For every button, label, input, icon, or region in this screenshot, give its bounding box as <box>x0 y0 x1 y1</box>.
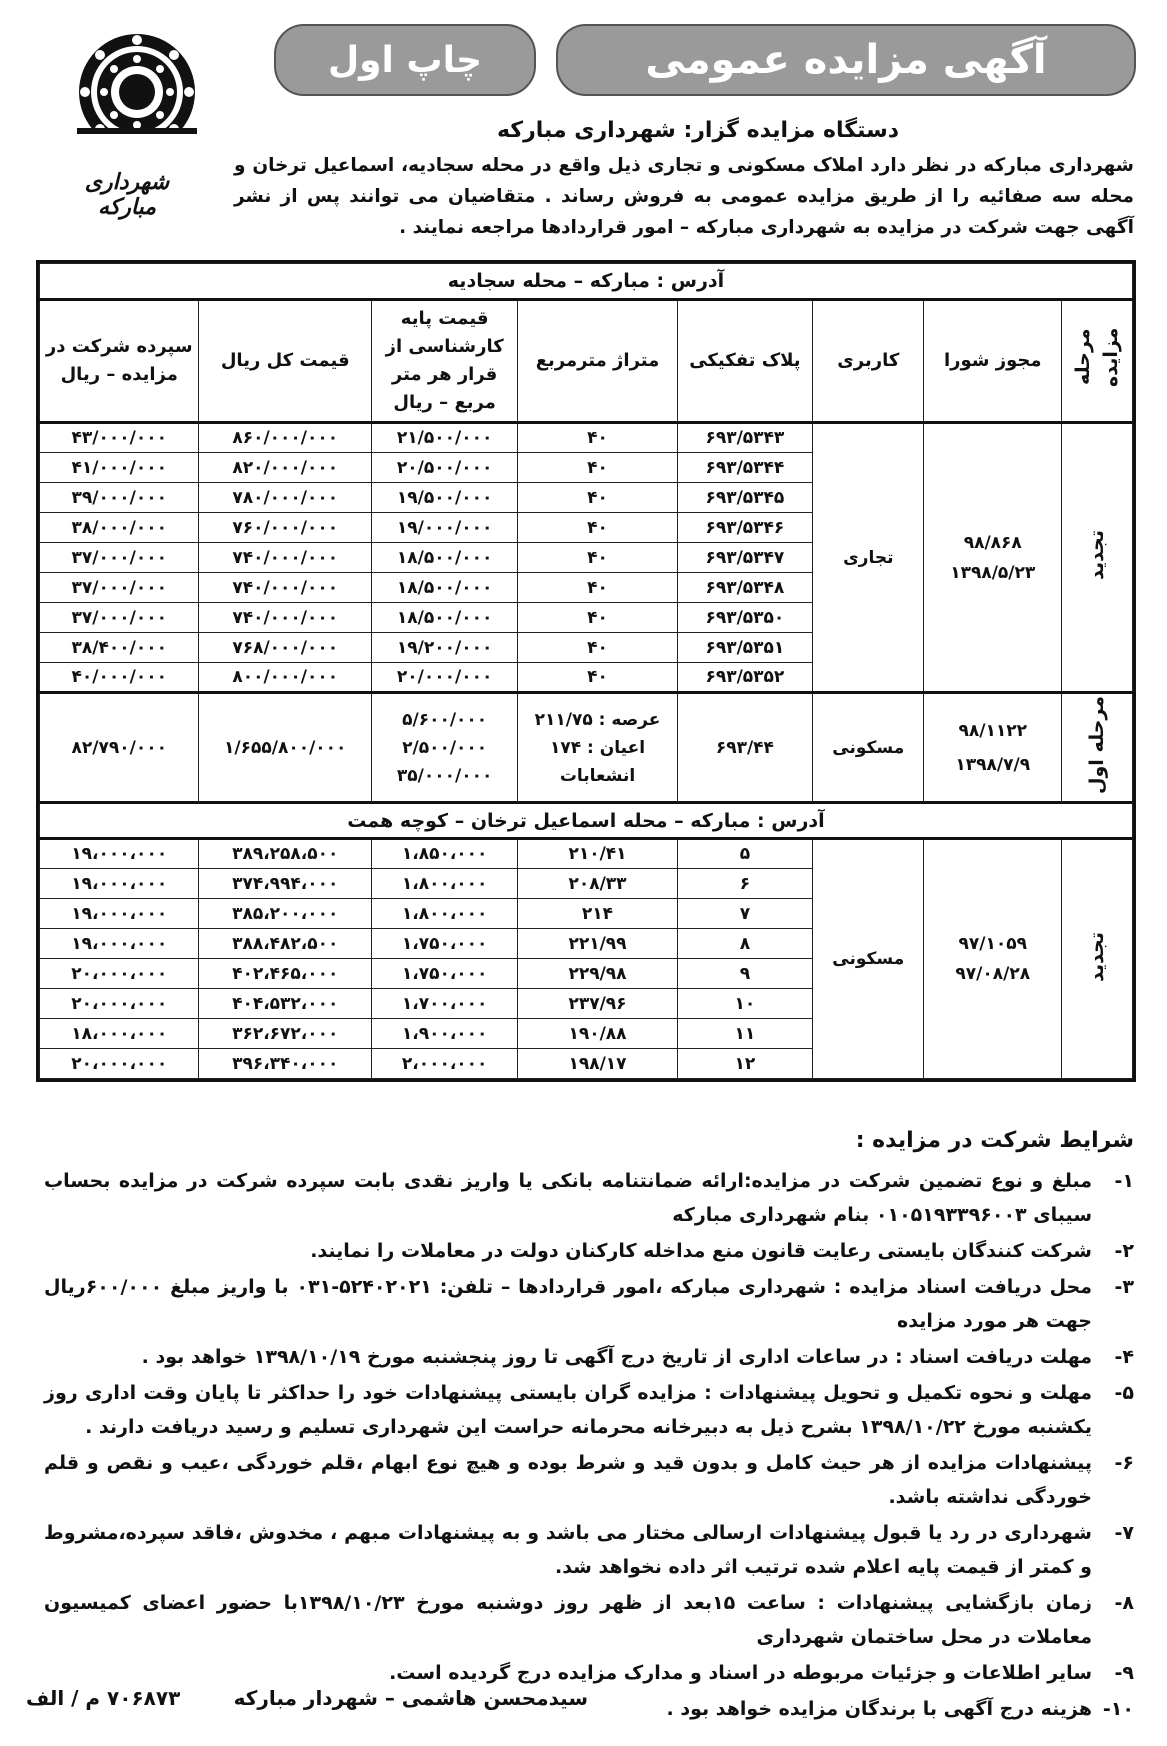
total-price-cell: ۷۴۰/۰۰۰/۰۰۰ <box>199 543 372 573</box>
area-cell: ۲۳۷/۹۶ <box>518 989 677 1019</box>
total-price-cell: ۷۴۰/۰۰۰/۰۰۰ <box>199 603 372 633</box>
permit-date: ۹۷/۰۸/۲۸ <box>955 964 1031 984</box>
base-line: ۲/۵۰۰/۰۰۰ <box>402 737 488 758</box>
condition-text: شرکت کنندگان بایستی رعایت قانون منع مداخله کارکنان دولت در معاملات را نمایند. <box>310 1240 1092 1262</box>
condition-number: ۵- <box>1114 1382 1134 1404</box>
base-price-cell: ۱۹/۰۰۰/۰۰۰ <box>371 513 517 543</box>
permit-number: ۹۸/۸۶۸ <box>963 532 1022 553</box>
condition-text: محل دریافت اسناد مزایده : شهرداری مبارکه ،امور قراردادها – تلفن: ۵۲۴۰۲۰۲۱-۰۳۱ با واریز مبلغ ۶۰۰/۰۰۰ریال جهت هر مورد مزایده <box>44 1276 1092 1332</box>
base-price-cell: ۱۹/۲۰۰/۰۰۰ <box>371 633 517 663</box>
usage-cell: مسکونی <box>813 693 924 803</box>
base-price-cell: ۱،۹۰۰،۰۰۰ <box>371 1019 517 1049</box>
auction-notice <box>26 10 1148 1736</box>
condition-text: مبلغ و نوع تضمین شرکت در مزایده:ارائه ضمانتنامه بانکی یا واریز نقدی بابت سپرده شرکت در مزایده بحساب سیبای ۰۱۰۵۱۹۳۳۹۶۰۰۳ بنام شهرداری مبارکه <box>44 1170 1092 1226</box>
condition-number: ۴- <box>1114 1346 1134 1368</box>
edition-badge: چاپ اول <box>274 24 536 96</box>
base-price-cell: ۲۰/۵۰۰/۰۰۰ <box>371 453 517 483</box>
plot-cell: ۶۹۳/۵۳۴۵ <box>677 483 812 513</box>
base-price-cell: ۲۱/۵۰۰/۰۰۰ <box>371 423 517 453</box>
permit-date: ۱۳۹۸/۷/۹ <box>955 754 1031 775</box>
base-line: ۳۵/۰۰۰/۰۰۰ <box>396 765 493 786</box>
plot-cell: ۶۹۳/۵۳۵۰ <box>677 603 812 633</box>
plot-cell: ۵ <box>677 839 812 869</box>
condition-text: زمان بازگشایی پیشنهادات : ساعت ۱۵بعد از ظهر روز دوشنبه مورخ ۱۳۹۸/۱۰/۲۳با حضور اعضای کمیسیون معاملات در محل ساختمان شهرداری <box>44 1592 1092 1648</box>
base-price-cell: ۲،۰۰۰،۰۰۰ <box>371 1049 517 1079</box>
base-price-cell: ۱،۸۰۰،۰۰۰ <box>371 899 517 929</box>
condition-item <box>44 1270 1134 1338</box>
condition-item <box>44 1516 1134 1584</box>
address-sajjadieh: آدرس : مبارکه – محله سجادیه <box>40 264 1133 300</box>
deposit-cell: ۱۹،۰۰۰،۰۰۰ <box>40 839 199 869</box>
plot-cell: ۶۹۳/۵۳۴۴ <box>677 453 812 483</box>
header-deposit: سپرده شرکت در مزایده – ریال <box>40 300 199 423</box>
deposit-cell: ۳۷/۰۰۰/۰۰۰ <box>40 573 199 603</box>
condition-number: ۱۰- <box>1102 1698 1134 1720</box>
deposit-cell: ۲۰،۰۰۰،۰۰۰ <box>40 959 199 989</box>
total-price-cell: ۳۸۹،۲۵۸،۵۰۰ <box>199 839 372 869</box>
condition-text: هزینه درج آگهی با برندگان مزایده خواهد بود . <box>666 1698 1092 1720</box>
base-price-cell: ۱،۸۰۰،۰۰۰ <box>371 869 517 899</box>
table-row <box>40 423 1133 453</box>
logo-emblem-icon <box>62 30 212 170</box>
base-price-cell: ۱۹/۵۰۰/۰۰۰ <box>371 483 517 513</box>
deposit-cell: ۱۹،۰۰۰،۰۰۰ <box>40 899 199 929</box>
permit-date: ۱۳۹۸/۵/۲۳ <box>950 562 1036 583</box>
total-price-cell: ۳۸۵،۲۰۰،۰۰۰ <box>199 899 372 929</box>
area-cell: ۱۹۰/۸۸ <box>518 1019 677 1049</box>
area-cell: ۴۰ <box>518 663 677 693</box>
condition-number: ۳- <box>1114 1276 1134 1298</box>
conditions-list <box>44 1164 1134 1728</box>
deposit-cell: ۴۳/۰۰۰/۰۰۰ <box>40 423 199 453</box>
condition-number: ۷- <box>1114 1522 1134 1544</box>
plot-cell: ۱۰ <box>677 989 812 1019</box>
area-line: عرصه : ۲۱۱/۷۵ <box>534 709 661 730</box>
plot-cell: ۶۹۳/۵۳۵۱ <box>677 633 812 663</box>
table-row <box>40 693 1133 803</box>
condition-number: ۲- <box>1114 1240 1134 1262</box>
base-price-cell: ۱،۷۵۰،۰۰۰ <box>371 959 517 989</box>
stage-cell <box>1062 839 1133 1079</box>
plot-cell: ۸ <box>677 929 812 959</box>
permit-number: ۹۷/۱۰۵۹ <box>958 934 1027 954</box>
notice-title: آگهی مزایده عمومی <box>556 24 1136 96</box>
total-price-cell: ۳۸۸،۴۸۲،۵۰۰ <box>199 929 372 959</box>
deposit-cell: ۱۸،۰۰۰،۰۰۰ <box>40 1019 199 1049</box>
condition-item <box>44 1340 1134 1374</box>
condition-text: سایر اطلاعات و جزئیات مربوطه در اسناد و مدارک مزایده درج گردیده است. <box>389 1662 1092 1684</box>
plot-cell: ۱۱ <box>677 1019 812 1049</box>
area-cell: ۴۰ <box>518 543 677 573</box>
total-price-cell: ۸۲۰/۰۰۰/۰۰۰ <box>199 453 372 483</box>
condition-item <box>44 1656 1134 1690</box>
area-cell: ۴۰ <box>518 573 677 603</box>
total-price-cell: ۴۰۲،۴۶۵،۰۰۰ <box>199 959 372 989</box>
plot-cell: ۶۹۳/۴۴ <box>677 693 812 803</box>
deposit-cell: ۴۱/۰۰۰/۰۰۰ <box>40 453 199 483</box>
conditions-title: شرایط شرکت در مزایده : <box>855 1128 1134 1153</box>
base-price-cell: ۱،۸۵۰،۰۰۰ <box>371 839 517 869</box>
condition-item <box>44 1164 1134 1232</box>
area-cell: ۱۹۸/۱۷ <box>518 1049 677 1079</box>
area-cell: ۴۰ <box>518 453 677 483</box>
total-price-cell: ۷۸۰/۰۰۰/۰۰۰ <box>199 483 372 513</box>
plot-cell: ۶۹۳/۵۳۴۳ <box>677 423 812 453</box>
condition-item <box>44 1234 1134 1268</box>
plot-cell: ۶۹۳/۵۳۴۶ <box>677 513 812 543</box>
base-price-cell: ۱،۷۰۰،۰۰۰ <box>371 989 517 1019</box>
area-cell: ۴۰ <box>518 513 677 543</box>
area-cell: ۴۰ <box>518 633 677 663</box>
total-price-cell: ۷۴۰/۰۰۰/۰۰۰ <box>199 573 372 603</box>
deposit-cell: ۳۷/۰۰۰/۰۰۰ <box>40 603 199 633</box>
address-esmaeil-tarkhan: آدرس : مبارکه – محله اسماعیل ترخان – کوچه همت <box>40 803 1133 839</box>
deposit-cell: ۳۹/۰۰۰/۰۰۰ <box>40 483 199 513</box>
plot-cell: ۷ <box>677 899 812 929</box>
area-cell: ۴۰ <box>518 423 677 453</box>
condition-text: مهلت دریافت اسناد : در ساعات اداری از تاریخ درج آگهی تا روز پنجشنبه مورخ ۱۳۹۸/۱۰/۱۹ خواهد بود . <box>141 1346 1092 1368</box>
total-price-cell: ۷۶۸/۰۰۰/۰۰۰ <box>199 633 372 663</box>
footer <box>26 1686 1148 1720</box>
deposit-cell: ۳۸/۴۰۰/۰۰۰ <box>40 633 199 663</box>
usage-cell: تجاری <box>813 423 924 693</box>
header-total-price: قیمت کل ریال <box>199 300 372 423</box>
stage-label: تجدید <box>1086 931 1109 982</box>
area-line: انشعابات <box>559 765 636 786</box>
base-price-cell: ۱۸/۵۰۰/۰۰۰ <box>371 603 517 633</box>
permit-cell <box>924 839 1062 1079</box>
condition-text: پیشنهادات مزایده از هر حیث کامل و بدون قید و شرط بوده و هیچ نوع ابهام ،قلم خوردگی ،عیب و نقص و قلم خوردگی نداشته باشد. <box>44 1452 1092 1508</box>
plot-cell: ۶۹۳/۵۳۴۸ <box>677 573 812 603</box>
condition-number: ۸- <box>1114 1592 1134 1614</box>
header-area: متراژ مترمربع <box>518 300 677 423</box>
usage-cell: مسکونی <box>813 839 924 1079</box>
total-cell: ۱/۶۵۵/۸۰۰/۰۰۰ <box>199 693 372 803</box>
base-price-cell: ۲۰/۰۰۰/۰۰۰ <box>371 663 517 693</box>
condition-text: شهرداری در رد یا قبول پیشنهادات ارسالی مختار می باشد و به پیشنهادات مبهم ، مخدوش ،فاقد سپرده،مشروط و کمتر از قیمت پایه اعلام شده ترتیب اثر داده نخواهد شد. <box>44 1522 1092 1578</box>
total-price-cell: ۷۶۰/۰۰۰/۰۰۰ <box>199 513 372 543</box>
condition-number: ۹- <box>1114 1662 1134 1684</box>
notice-code: ۷۰۶۸۷۳ م / الف <box>26 1686 181 1710</box>
deposit-cell: ۱۹،۰۰۰،۰۰۰ <box>40 929 199 959</box>
property-table <box>36 260 1136 1082</box>
table-header <box>40 300 1133 423</box>
total-price-cell: ۸۰۰/۰۰۰/۰۰۰ <box>199 663 372 693</box>
deposit-cell: ۸۲/۷۹۰/۰۰۰ <box>40 693 199 803</box>
deposit-cell: ۲۰،۰۰۰،۰۰۰ <box>40 1049 199 1079</box>
table-row <box>40 839 1133 869</box>
total-price-cell: ۸۶۰/۰۰۰/۰۰۰ <box>199 423 372 453</box>
area-cell: ۴۰ <box>518 483 677 513</box>
permit-cell <box>924 423 1062 693</box>
total-price-cell: ۳۶۲،۶۷۲،۰۰۰ <box>199 1019 372 1049</box>
header-base-price: قیمت پایه کارشناسی از قرار هر متر مربع – ریال <box>371 300 517 423</box>
deposit-cell: ۲۰،۰۰۰،۰۰۰ <box>40 989 199 1019</box>
base-price-cell: ۱،۷۵۰،۰۰۰ <box>371 929 517 959</box>
base-price-cell: ۱۸/۵۰۰/۰۰۰ <box>371 543 517 573</box>
area-cell: ۲۱۰/۴۱ <box>518 839 677 869</box>
total-price-cell: ۳۷۴،۹۹۴،۰۰۰ <box>199 869 372 899</box>
condition-text: مهلت و نحوه تکمیل و تحویل پیشنهادات : مزایده گران بایستی پیشنهادات خود را حداکثر تا پایان وقت اداری روز یکشنبه مورخ ۱۳۹۸/۱۰/۲۲ بشرح ذیل به دبیرخانه محرمانه حراست این شهرداری تسلیم و رسید دریافت دارند . <box>44 1382 1092 1438</box>
group-residential-first <box>40 693 1133 803</box>
base-line: ۵/۶۰۰/۰۰۰ <box>402 709 488 730</box>
total-price-cell: ۴۰۴،۵۳۲،۰۰۰ <box>199 989 372 1019</box>
stage-label: تجدید <box>1086 530 1109 580</box>
condition-number: ۶- <box>1114 1452 1134 1474</box>
area-cell: ۲۲۱/۹۹ <box>518 929 677 959</box>
stage-cell <box>1062 423 1133 693</box>
condition-item <box>44 1586 1134 1654</box>
area-cell: ۲۰۸/۳۳ <box>518 869 677 899</box>
condition-item <box>44 1446 1134 1514</box>
plot-cell: ۱۲ <box>677 1049 812 1079</box>
plot-cell: ۶ <box>677 869 812 899</box>
total-price-cell: ۳۹۶،۳۴۰،۰۰۰ <box>199 1049 372 1079</box>
stage-label: مرحله اول <box>1086 696 1109 794</box>
header-stage: مرحله مزایده <box>1072 326 1123 387</box>
base-price-cell: ۱۸/۵۰۰/۰۰۰ <box>371 573 517 603</box>
plot-cell: ۹ <box>677 959 812 989</box>
header-plot: پلاک تفکیکی <box>677 300 812 423</box>
deposit-cell: ۱۹،۰۰۰،۰۰۰ <box>40 869 199 899</box>
header-usage: کاربری <box>813 300 924 423</box>
logo-caption: شهرداری مبارکه <box>84 170 170 220</box>
organizer: دستگاه مزایده گزار: شهرداری مبارکه <box>496 118 900 143</box>
group-residential-renewal <box>40 839 1133 1079</box>
plot-cell: ۶۹۳/۵۳۵۲ <box>677 663 812 693</box>
deposit-cell: ۳۸/۰۰۰/۰۰۰ <box>40 513 199 543</box>
signature: سیدمحسن هاشمی – شهردار مبارکه <box>233 1686 588 1710</box>
permit-number: ۹۸/۱۱۲۲ <box>958 720 1027 741</box>
group-commercial <box>40 423 1133 693</box>
header-permit: مجوز شورا <box>924 300 1062 423</box>
area-cell: ۲۱۴ <box>518 899 677 929</box>
area-line: اعیان : ۱۷۴ <box>549 737 646 758</box>
plot-cell: ۶۹۳/۵۳۴۷ <box>677 543 812 573</box>
intro-paragraph: شهرداری مبارکه در نظر دارد املاک مسکونی و تجاری ذیل واقع در محله سجادیه، اسماعیل ترخان و محله سه صفائیه را از طریق مزایده عمومی به فروش رساند . متقاضیان می توانند پس از نشر آگهی جهت شرکت در مزایده به شهرداری مبارکه – امور قراردادها مراجعه نمایند . <box>234 155 1134 238</box>
deposit-cell: ۴۰/۰۰۰/۰۰۰ <box>40 663 199 693</box>
condition-item <box>44 1376 1134 1444</box>
area-cell: ۴۰ <box>518 603 677 633</box>
area-cell: ۲۲۹/۹۸ <box>518 959 677 989</box>
condition-number: ۱- <box>1114 1170 1134 1192</box>
deposit-cell: ۳۷/۰۰۰/۰۰۰ <box>40 543 199 573</box>
